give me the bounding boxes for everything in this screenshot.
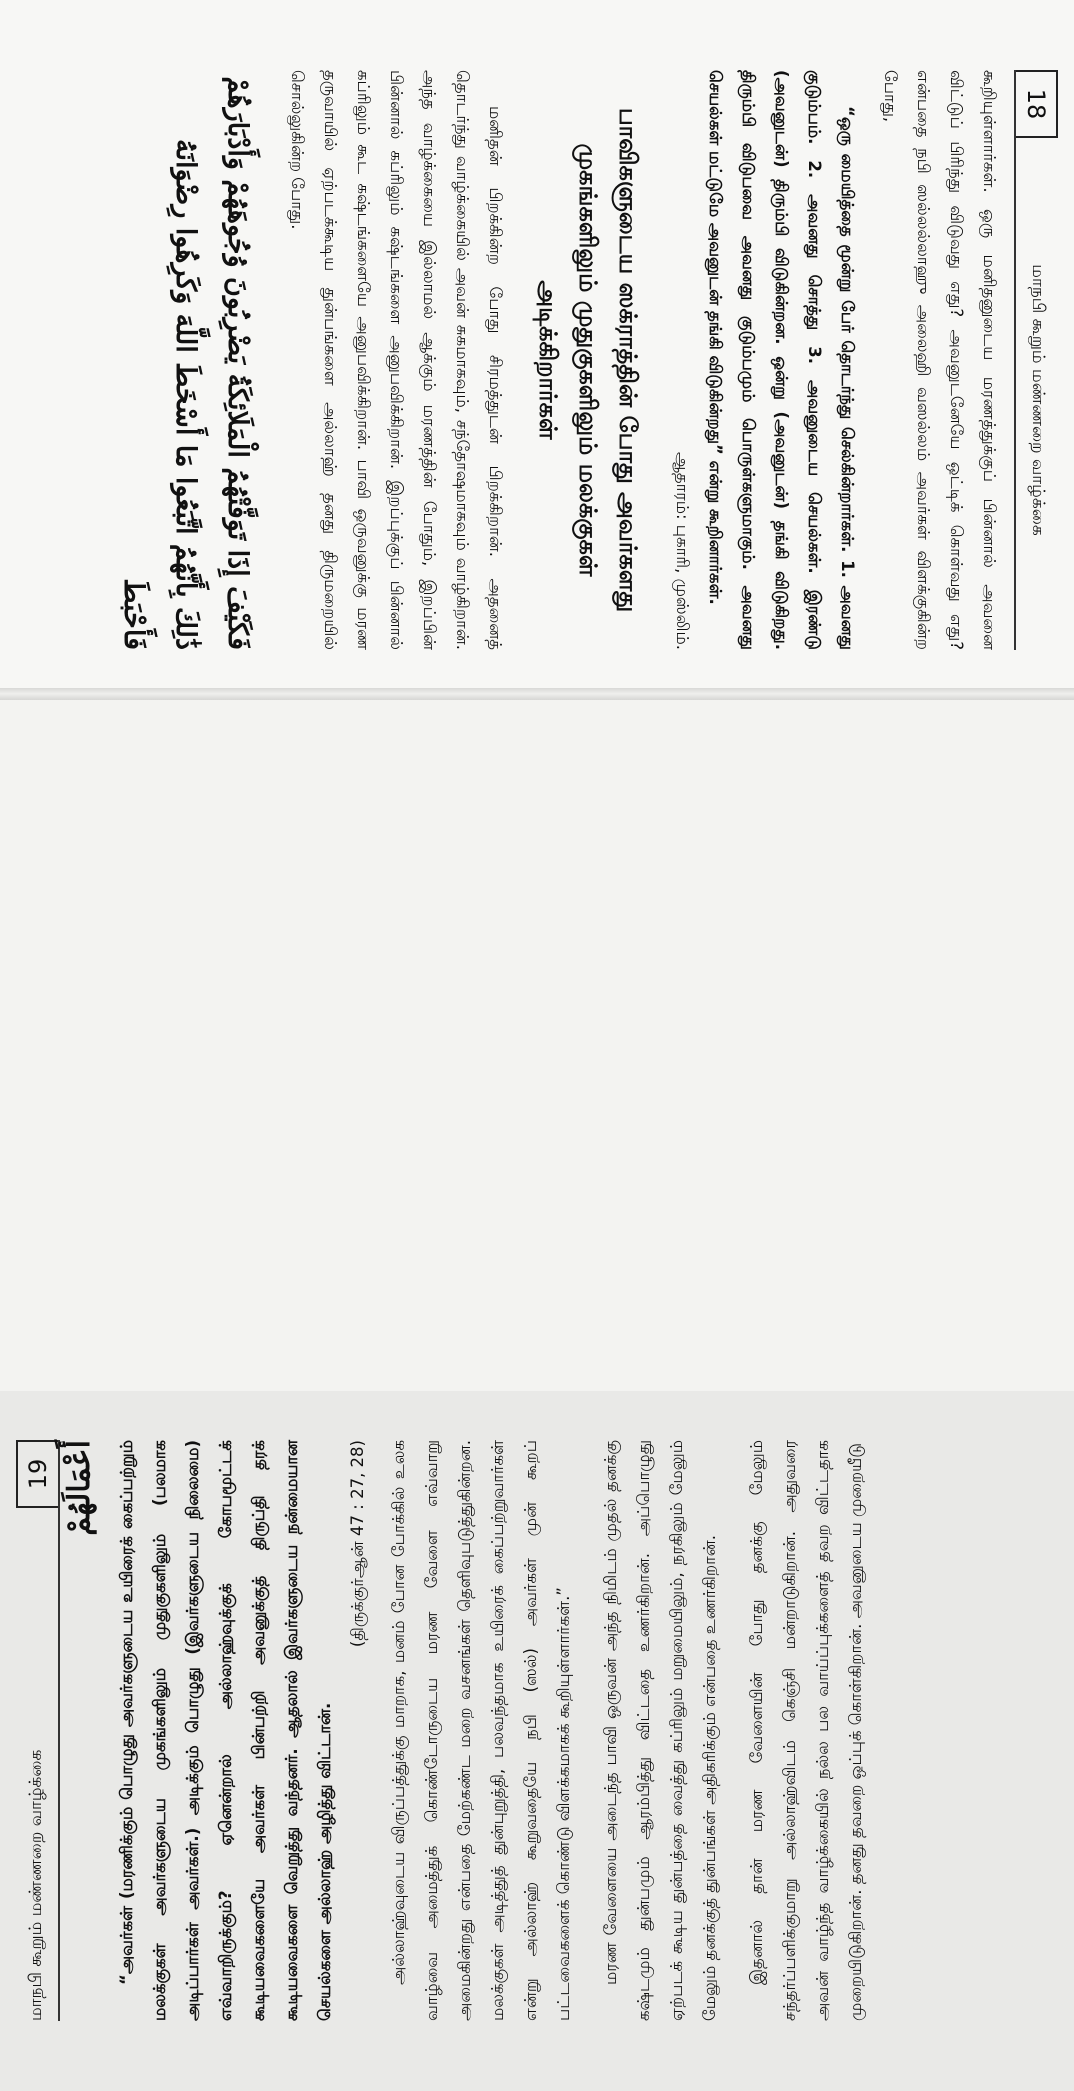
page-19-body (110, 1440, 872, 2021)
page-number: 18 (1014, 70, 1058, 138)
page-18-content (0, 0, 1074, 690)
running-header: மாநபி கூறும் மண்ணறை வாழ்க்கை (1028, 264, 1048, 536)
body-paragraph-2: மரண வேளையை அடைந்த பாவி ஒருவன் அந்த நிமிடம் முதல் தனக்கு கஷ்டமும் துன்பமும் ஆரம்பித்து விட்டதை உணர்கிறான். அப்பொழுது ஏற்படக் கூடிய துன்பத்தை வைத்து கப்ரிலும் மறுமையிலும், நரகிலும் மேலும் மேலும் தனக்குத் துன்பங்கள் அதிகரிக்கும் என்பதை உணர்கிறான். (601, 1440, 719, 2021)
page-18-body (107, 70, 1006, 650)
arabic-verse-line-1: فَكَيْفَ إِذَا تَوَفَّتْهُمُ الْمَلَائِكَةُ يَضْرِبُونَ وُجُوهَهُمْ وَأَدْبَارَهُمْ (222, 76, 253, 650)
quran-translation-quote: “அவர்கள் (மரணிக்கும் பொழுது அவர்களுடைய உயிரைக் கைப்பற்றும் மலக்குகள் அவர்களுடைய முகங்களிலும் முதுகுகளிலும் (பலமாக அடிப்பார்கள் அவர்கள்.) அடிக்கும் பொழுது (இவர்களுடைய நிலைமை) எவ்வாறிருக்கும்? ஏனென்றால் அல்லாஹ்வுக்குக் கோபமூட்டக் கூடியவைகளையே அவர்கள் பின்பற்றி அவனுக்குத் திருப்தி தரக் கூடியவைகளை வெறுத்து வந்தனர். ஆதலால் இவர்களுடைய நன்மையான செயல்களை அல்லாஹ் அழித்து விட்டான். (117, 1440, 334, 2021)
hadith-quote: “ஒரு மையித்தை மூன்று பேர் தொடர்ந்து செல்கின்றார்கள். 1. அவனது குடும்பம். 2. அவனது சொத்து 3. அவனுடைய செயல்கள். இரண்டு (அவனுடன்) திரும்பி விடுகின்றன. ஒன்று (அவனுடன்) தங்கி விடுகிறது. திரும்பி விடுபவை அவனது குடும்பமும் பொருள்களுமாகும். அவனது செயல்கள் மட்டுமே அவனுடன் தங்கி விடுகின்றது” என்று கூறினார்கள். (706, 70, 857, 650)
arabic-verse-line-2: ذَٰلِكَ بِأَنَّهُمُ اتَّبَعُوا مَا أَسْخَطَ اللَّهَ وَكَرِهُوا رِضْوَانَهُ فَأَحْبَطَ (118, 138, 201, 650)
arabic-continuation: أَعْمَالَهُمْ (62, 1440, 97, 1536)
header-rule (58, 1440, 60, 2021)
quran-reference: (திருக்குர்ஆன் 47 : 27, 28) (348, 1440, 367, 1648)
body-paragraph-3: இதனால் தான் மரண வேளையின் போது தனக்கு மேலும் சந்தர்ப்பளிக்குமாறு அல்லாஹ்விடம் கெஞ்சி மன்றாடுகிறான். அதுவரை அவன் வாழ்ந்த வாழ்க்கையில் நல்ல பல வாய்ப்புக்களைத் தவற விட்டதாக முறையிடுகிறான். தனது தவறை ஒப்புக் கொள்கிறான். அவனுடைய முறையீடு (747, 1440, 865, 2021)
intro-paragraph: கூறியுள்ளார்கள். ஒரு மனிதனுடைய மரணத்துக்குப் பின்னால் அவனை விட்டுப் பிரிந்து விடுவது எது? அவனுடனேயே ஒட்டிக் கொள்வது எது? என்பதை நபி ஸல்லல்லாஹு அலைஹி வஸல்லம் அவர்கள் விளக்குகின்ற போது, (881, 70, 999, 650)
page-18 (0, 0, 1074, 690)
hadith-source: ஆதாரம்: புகாரி, முஸ்லிம். (673, 451, 692, 650)
body-paragraph: மனிதன் பிறக்கின்ற போது சிரமத்துடன் பிறக்கிறான். அதனைத் தொடர்ந்து வாழ்க்கையில் அவன் சுகமாகவும், சந்தோஷமாகவும் வாழ்கிறான். அந்த வாழ்க்கையை இல்லாமல் ஆக்கும் மரணத்தின் போதும், இறப்பின் பின்னால் கப்ரிலும் கஷ்டங்களை அனுபவிக்கிறான். இறப்புக்குப் பின்னால் கப்ரிலும் கூட கஷ்டங்களையே அனுபவிக்கிறான். பாவி ஒருவனுக்கு மரண தருவாயில் ஏற்படக்கூடிய துன்பங்களை அல்லாஹ் தனது திருமறையில் சொல்லுகின்ற போது. (288, 70, 505, 650)
page-number: 19 (16, 1440, 60, 1508)
body-paragraph-1: அல்லாஹ்வுடைய விருப்பத்துக்கு மாறாக, மனம் போன போக்கில் உலக வாழ்வை அமைத்துக் கொண்டோருடைய மரண வேளை எவ்வாறு அமைகின்றது என்பதை மேற்கண்ட மறை வசனங்கள் தெளிவுபடுத்துகின்றன. மலக்குகள் அடித்துத் துன்புறுத்தி, பலவந்தமாக உயிரைக் கைப்பற்றுவார்கள் என்று அல்லாஹ் கூறுவதையே நபி (ஸல்) அவர்கள் முன் கூறப் பட்டவைகளைக் கொண்டு விளக்கமாகக் கூறியுள்ளார்கள்.” (389, 1440, 573, 2021)
page-19 (0, 700, 1074, 2021)
running-header: மாநபி கூறும் மண்ணறை வாழ்க்கை (26, 1749, 46, 2021)
page-19-content (0, 1400, 1074, 2091)
section-heading: பாவிகளுடைய ஸக்ராத்தின் போது அவர்களது முகங்களிலும் முதுகுகளிலும் மலக்குகள் அடிக்கிறார்கள் (534, 107, 642, 613)
header-rule (1014, 70, 1016, 650)
